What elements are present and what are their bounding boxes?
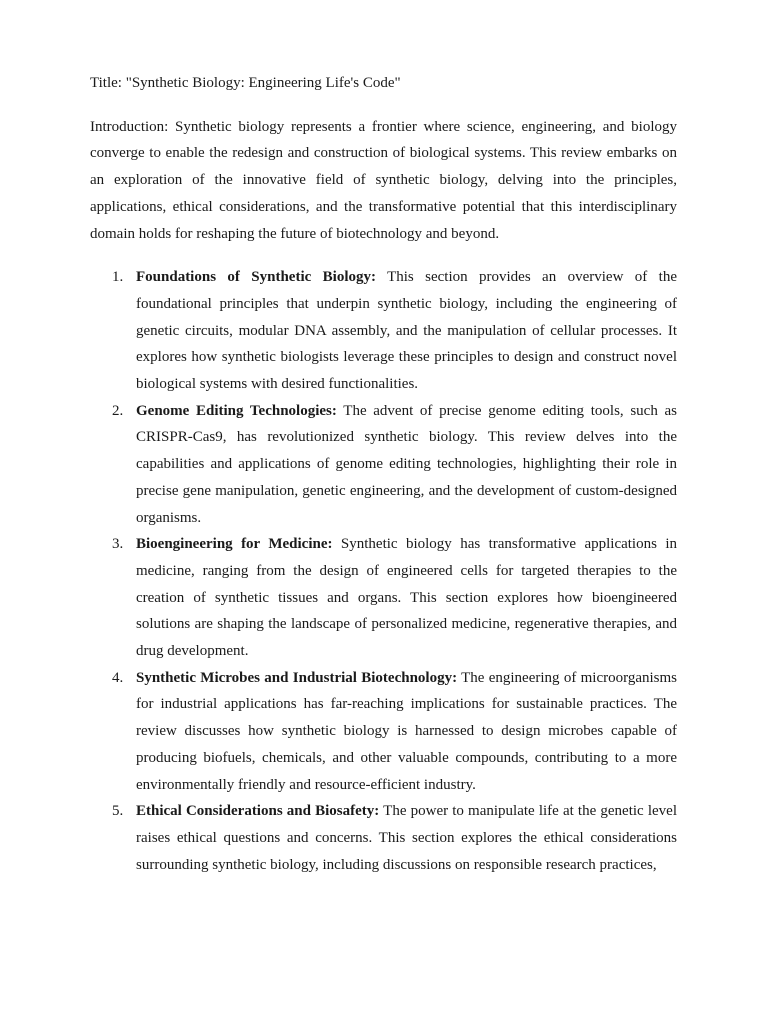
document-title: Title: "Synthetic Biology: Engineering Life's Code" bbox=[90, 75, 401, 91]
list-item-body: The power to manipulate life at the genetic level raises ethical questions and concerns. This section explores the ethical considerations surrounding synthetic biology, including discussions on responsible research practices, bbox=[136, 803, 677, 873]
list-item-heading: Genome Editing Technologies: bbox=[136, 402, 337, 419]
list-item-number: 5. bbox=[112, 803, 124, 820]
list-item bbox=[90, 531, 677, 665]
list-item bbox=[90, 264, 677, 398]
list-item-heading: Synthetic Microbes and Industrial Biotechnology: bbox=[136, 669, 458, 686]
list-item-number: 3. bbox=[112, 536, 124, 553]
list-item bbox=[90, 798, 677, 878]
list-item bbox=[90, 665, 677, 799]
introduction-paragraph: Introduction: Synthetic biology represents a frontier where science, engineering, and biology converge to enable the redesign and construction of biological systems. This review embarks on an exploration of the innovative field of synthetic biology, delving into the principles, applications, ethical considerations, and the transformative potential that this interdisciplinary domain holds for reshaping the future of biotechnology and beyond. bbox=[90, 118, 677, 242]
document-page bbox=[90, 70, 677, 878]
list-item-body: The engineering of microorganisms for industrial applications has far-reaching implications for sustainable practices. The review discusses how synthetic biology is harnessed to design microbes capable of producing biofuels, chemicals, and other valuable compounds, contributing to a more environmentally friendly and resource-efficient industry. bbox=[136, 669, 677, 793]
list-item bbox=[90, 398, 677, 532]
list-item-number: 1. bbox=[112, 269, 124, 286]
list-item-heading: Foundations of Synthetic Biology: bbox=[136, 269, 376, 286]
section-list bbox=[90, 264, 677, 878]
list-item-number: 2. bbox=[112, 402, 124, 419]
list-item-body: This section provides an overview of the foundational principles that underpin synthetic biology, including the engineering of genetic circuits, modular DNA assembly, and the manipulation of cellular processes. It explores how synthetic biologists leverage these principles to design and construct novel biological systems with desired functionalities. bbox=[136, 269, 677, 393]
list-item-heading: Ethical Considerations and Biosafety: bbox=[136, 803, 380, 820]
list-item-body: Synthetic biology has transformative applications in medicine, ranging from the design of engineered cells for targeted therapies to the creation of synthetic tissues and organs. This section explores how bioengineered solutions are shaping the landscape of personalized medicine, regenerative therapies, and drug development. bbox=[136, 536, 677, 660]
list-item-number: 4. bbox=[112, 669, 124, 686]
list-item-body: The advent of precise genome editing tools, such as CRISPR-Cas9, has revolutionized synthetic biology. This review delves into the capabilities and applications of genome editing technologies, highlighting their role in precise gene manipulation, genetic engineering, and the development of custom-designed organisms. bbox=[136, 402, 677, 526]
list-item-heading: Bioengineering for Medicine: bbox=[136, 536, 333, 553]
